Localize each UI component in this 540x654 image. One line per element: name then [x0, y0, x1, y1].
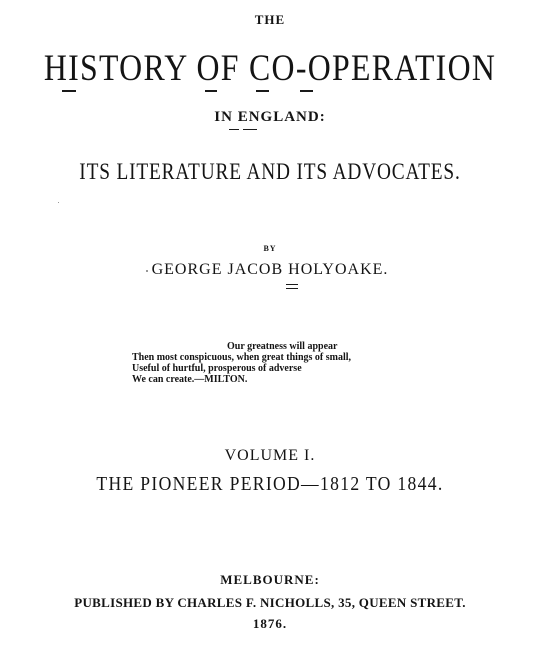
- imprint-city: MELBOURNE:: [220, 572, 320, 587]
- print-mark: [229, 129, 239, 130]
- imprint-publisher: PUBLISHED BY CHARLES F. NICHOLLS, 35, QUEEN STREET.: [74, 595, 466, 610]
- print-mark: [62, 90, 76, 92]
- volume-period: THE PIONEER PERIOD—1812 TO 1844.: [96, 473, 444, 495]
- print-mark: [286, 284, 298, 285]
- motto-line: Useful of hurtful, prosperous of adverse: [132, 363, 302, 374]
- print-speck: [58, 202, 59, 203]
- print-mark: [205, 90, 217, 92]
- title-article: THE: [254, 12, 286, 27]
- motto-line: Then most conspicuous, when great things of small,: [132, 352, 352, 363]
- author-name: GEORGE JACOB HOLYOAKE.: [151, 261, 389, 278]
- print-speck: [146, 270, 148, 272]
- volume-number: VOLUME I.: [224, 447, 316, 464]
- print-mark: [243, 129, 257, 130]
- subtitle-place: IN ENGLAND:: [214, 109, 326, 125]
- print-mark: [256, 90, 269, 92]
- motto-line: Our greatness will appear: [227, 341, 338, 352]
- print-mark: [300, 90, 313, 92]
- by-line: BY: [263, 244, 277, 253]
- subtitle-topic: ITS LITERATURE AND ITS ADVOCATES.: [79, 159, 461, 184]
- print-mark: [286, 288, 298, 289]
- imprint-year: 1876.: [252, 616, 288, 631]
- book-title: HISTORY OF CO-OPERATION: [43, 48, 497, 89]
- motto-quote: [132, 341, 432, 385]
- motto-line: We can create.—MILTON.: [132, 374, 248, 385]
